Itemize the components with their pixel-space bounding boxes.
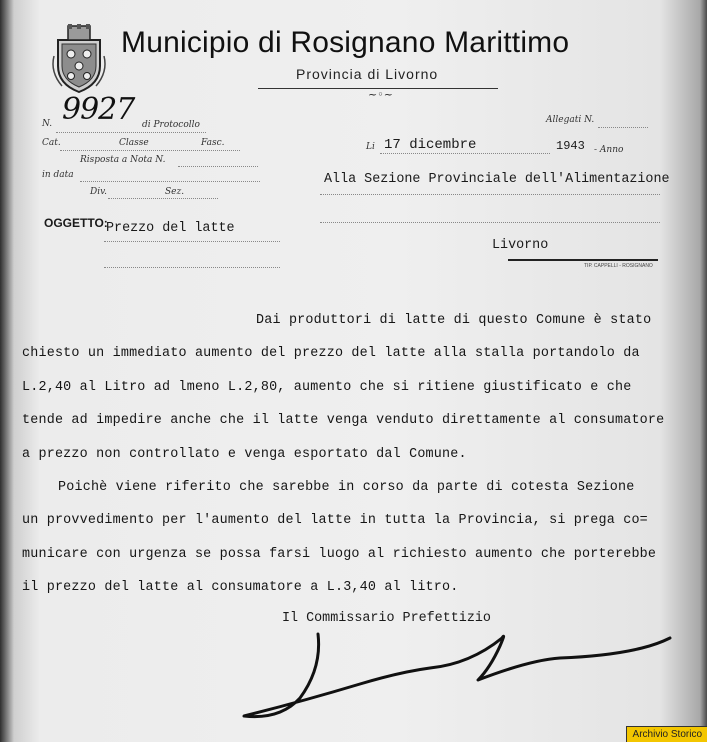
body-line: un provvedimento per l'aumento del latte in tutta la Provincia, si prega co= (22, 513, 648, 528)
cat-label: Cat. (42, 138, 61, 148)
fasc-label: Fasc. (201, 138, 225, 148)
coat-of-arms-icon (48, 22, 110, 94)
body-line: a prezzo non controllato e venga esportato dal Comune. (22, 447, 467, 462)
div-rule (108, 198, 218, 199)
recipient-rule-1 (320, 194, 660, 195)
in-data-label: in data (42, 170, 74, 180)
body-line: il prezzo del latte al consumatore a L.3,40 al litro. (22, 580, 459, 595)
printer-credit: TIP. CAPPELLI - ROSIGNANO (584, 263, 653, 269)
protocol-number: 9927 (62, 92, 135, 127)
body-line: Poichè viene riferito che sarebbe in corso da parte di cotesta Sezione (58, 480, 635, 495)
allegati-label: Allegati N. (546, 115, 595, 125)
allegati-rule (598, 127, 648, 128)
body-line: L.2,40 al Litro ad lmeno L.2,80, aumento che si ritiene giustificato e che (22, 380, 632, 395)
subject-rule-2 (104, 267, 280, 268)
subject-label: OGGETTO: (44, 216, 108, 230)
letterhead-title: Municipio di Rosignano Marittimo (121, 26, 570, 59)
li-label: Li (366, 142, 375, 152)
anno-label: - Anno (594, 145, 624, 155)
signatory-title: Il Commissario Prefettizio (282, 611, 491, 626)
risposta-rule (178, 166, 258, 167)
div-label: Div. (90, 187, 107, 197)
body-line: Dai produttori di latte di questo Comune è stato (256, 313, 652, 328)
letter-year: 1943 (556, 139, 585, 153)
sez-label: Sez. (165, 187, 185, 197)
letterhead-subtitle: Provincia di Livorno (296, 66, 439, 82)
recipient-line-1: Alla Sezione Provinciale dell'Alimentazione (324, 172, 670, 187)
letter-date: 17 dicembre (384, 137, 477, 153)
risposta-label: Risposta a Nota N. (80, 155, 166, 165)
subject-rule-1 (104, 241, 280, 242)
recipient-line-2: Livorno (492, 238, 549, 253)
protocol-label: di Protocollo (142, 120, 200, 130)
n-label: N. (42, 119, 53, 129)
date-rule (380, 153, 550, 154)
recipient-rule-3 (508, 259, 658, 261)
protocol-rule (56, 132, 206, 133)
recipient-rule-2 (320, 222, 660, 223)
subject-text: Prezzo del latte (106, 221, 235, 236)
divider-ornament-icon: ~◦~ (368, 88, 393, 101)
handwritten-signature-icon (240, 628, 680, 723)
body-line: municare con urgenza se possa farsi luogo al richiesto aumento che porterebbe (22, 547, 657, 562)
in-data-rule (80, 181, 260, 182)
archive-watermark: Archivio Storico (626, 726, 707, 742)
classe-label: Classe (119, 138, 149, 148)
cat-rule (60, 150, 240, 151)
body-line: chiesto un immediato aumento del prezzo del latte alla stalla portandolo da (22, 346, 640, 361)
body-line: tende ad impedire anche che il latte venga venduto direttamente al consumatore (22, 413, 665, 428)
